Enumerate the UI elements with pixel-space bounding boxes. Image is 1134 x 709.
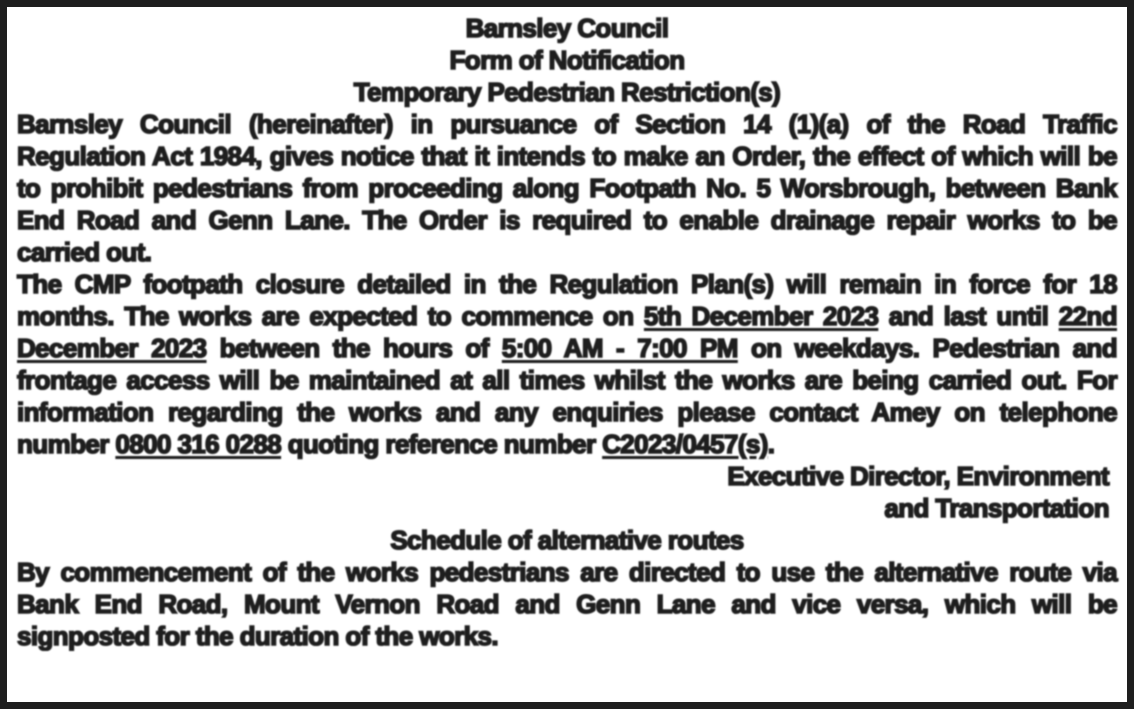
reference-number: C2023/0457(s) [602,429,768,459]
signatory-department: and Transportation [884,493,1109,523]
notice-content [17,12,1117,652]
notice-heading: Temporary Pedestrian Restriction(s) [353,77,781,107]
works-text-2: and last until [878,301,1059,331]
contact-phone: 0800 316 0288 [115,429,282,459]
notice-subtitle: Form of Notification [449,45,685,75]
paragraph-works-details [17,268,1117,460]
works-text-5: quoting reference number [281,429,603,459]
works-text-3: between the hours of [206,333,502,363]
schedule-heading: Schedule of alternative routes [390,525,744,555]
end-date: 22nd December 2023 [17,301,1117,363]
paragraph-alternative-route: By commencement of the works pedestrians are directed to use the alternative route via Bank End Road, Mount Vernon Road and Genn Lane and vice versa, which will be signposted for the duration of the works. [17,557,1117,651]
start-date: 5th December 2023 [643,301,879,331]
signatory-title: Executive Director, Environment [727,461,1109,491]
works-text-6: . [767,429,775,459]
working-hours: 5:00 AM - 7:00 PM [501,333,738,363]
works-text-1: The CMP footpath closure detailed in the Regulation Plan(s) will remain in force for 18 months. The works are expected to commence on [17,269,1117,331]
works-text-4: on weekdays. Pedestrian and frontage access will be maintained at all times whilst the works are being carried out. For information regarding the works and any enquiries please contact Amey on telephone number [17,333,1118,459]
paragraph-order-intent: Barnsley Council (hereinafter) in pursuance of Section 14 (1)(a) of the Road Traffic Regulation Act 1984, gives notice that it intends to make an Order, the effect of which will be to prohibit pedestrians from proceeding along Footpath No. 5 Worsbrough, between Bank End Road and Genn Lane. The Order is required to enable drainage repair works to be carried out. [17,109,1117,267]
notice-title: Barnsley Council [465,13,669,43]
